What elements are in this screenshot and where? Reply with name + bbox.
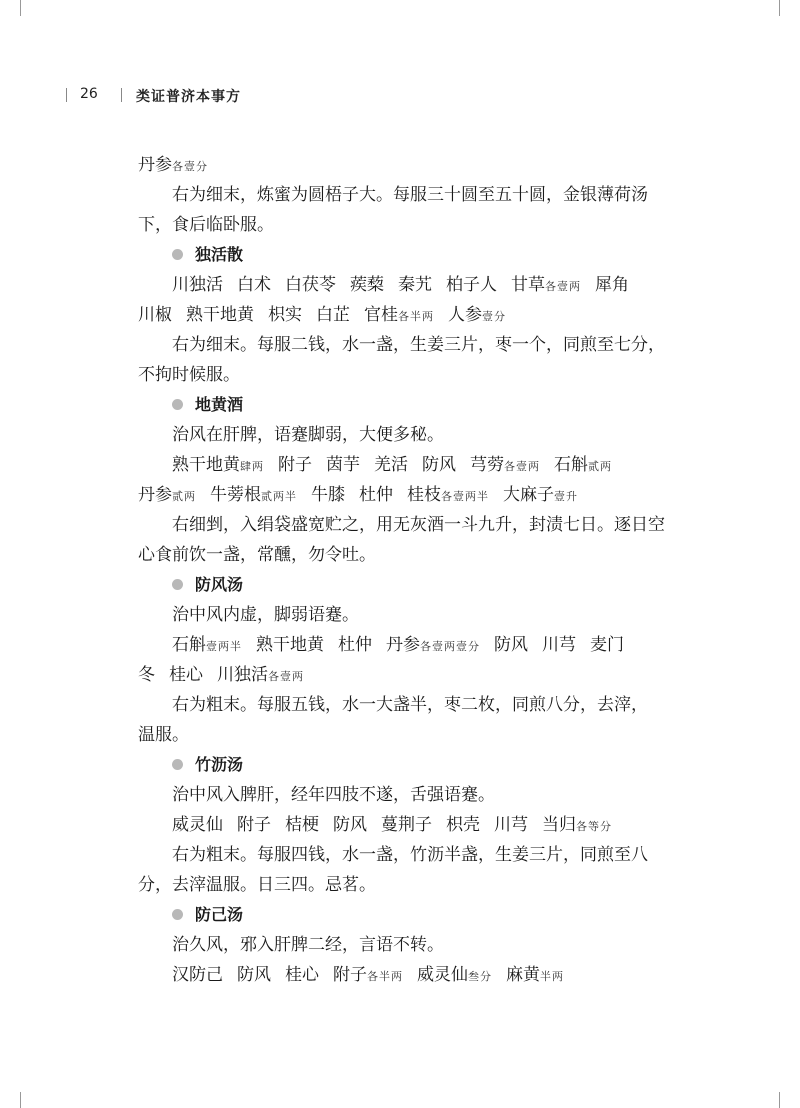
text-line: 右为粗末。每服五钱，水一大盏半，枣二枚，同煎八分，去滓， (172, 695, 648, 715)
book-title: 类证普济本事方 (136, 89, 241, 105)
herb: 威灵仙 (417, 965, 468, 985)
recipe-title: 竹沥汤 (195, 755, 244, 774)
bullet-icon (172, 909, 183, 920)
herb: 羌活 (374, 455, 408, 475)
bullet-icon (172, 399, 183, 410)
text-line: 心食前饮一盏，常醺，勿令吐。 (138, 545, 376, 565)
dosage: 各壹两半 (441, 490, 489, 503)
herb: 汉防己 (172, 965, 223, 985)
herb: 蒺蔾 (350, 275, 384, 295)
herb: 川独活 (217, 665, 268, 685)
text-line: 右为细末。每服二钱，水一盏，生姜三片，枣一个，同煎至七分， (172, 335, 665, 355)
herb: 犀角 (595, 275, 629, 295)
ingredient-line (138, 630, 662, 660)
text-line: 治久风，邪入肝脾二经，言语不转。 (172, 935, 444, 955)
herb: 杜仲 (338, 635, 372, 655)
herb: 枳实 (268, 305, 302, 325)
herb: 熟干地黄 (256, 635, 324, 655)
dosage: 各壹两 (504, 460, 540, 473)
dosage: 半两 (540, 970, 564, 983)
recipe-title: 独活散 (195, 245, 244, 264)
herb: 白术 (237, 275, 271, 295)
ingredient-line (138, 300, 662, 330)
ingredient-line (138, 150, 662, 180)
page-body (138, 150, 665, 990)
crop-mark (779, 0, 780, 16)
dosage: 贰两 (172, 490, 196, 503)
herb: 威灵仙 (172, 815, 223, 835)
herb: 附子 (237, 815, 271, 835)
dosage: 各等分 (576, 820, 612, 833)
text-line: 不拘时候服。 (138, 365, 240, 385)
herb: 附子 (278, 455, 312, 475)
text-line: 治中风入脾肝，经年四肢不遂，舌强语蹇。 (172, 785, 495, 805)
herb: 白芷 (316, 305, 350, 325)
dosage: 各半两 (398, 310, 434, 323)
herb: 丹参 (386, 635, 420, 655)
recipe-heading (138, 750, 662, 780)
page-number: 26 (80, 86, 98, 102)
herb: 茵芋 (326, 455, 360, 475)
ingredient-line (138, 450, 662, 480)
text-line: 治风在肝脾，语蹇脚弱，大便多秘。 (172, 425, 444, 445)
herb: 石斛 (172, 635, 206, 655)
herb: 桂枝 (407, 485, 441, 505)
ingredient-line (138, 480, 662, 510)
text-line: 右为细末，炼蜜为圆梧子大。每服三十圆至五十圆，金银薄荷汤 (172, 185, 648, 205)
recipe-heading (138, 390, 662, 420)
herb: 丹参 (138, 485, 172, 505)
text-line: 治中风内虚，脚弱语蹇。 (172, 605, 359, 625)
herb: 麻黄 (506, 965, 540, 985)
dosage: 肆两 (240, 460, 264, 473)
text-line: 下，食后临卧服。 (138, 215, 274, 235)
herb: 官桂 (364, 305, 398, 325)
text-line: 分，去滓温服。日三四。忌茗。 (138, 875, 376, 895)
herb: 大麻子 (503, 485, 554, 505)
dosage: 贰两 (588, 460, 612, 473)
herb: 防风 (333, 815, 367, 835)
herb: 熟干地黄 (186, 305, 254, 325)
header-rule (121, 88, 122, 102)
herb: 蔓荆子 (381, 815, 432, 835)
herb: 川独活 (172, 275, 223, 295)
herb: 人参 (448, 305, 482, 325)
ingredient-line (138, 960, 662, 990)
recipe-heading (138, 240, 662, 270)
dosage: 壹两半 (206, 640, 242, 653)
dosage: 各半两 (367, 970, 403, 983)
herb: 冬 (138, 665, 155, 685)
ingredient-line (138, 660, 662, 690)
dosage: 各壹分 (172, 160, 208, 173)
herb: 芎䓖 (470, 455, 504, 475)
dosage: 贰两半 (261, 490, 297, 503)
text-line: 右细剉，入绢袋盛宽贮之，用无灰酒一斗九升，封渍七日。逐日空 (172, 515, 665, 535)
crop-mark (20, 0, 21, 16)
bullet-icon (172, 249, 183, 260)
herb: 防风 (422, 455, 456, 475)
recipe-title: 防风汤 (195, 575, 244, 594)
ingredient-line (138, 270, 662, 300)
herb: 甘草 (511, 275, 545, 295)
herb: 秦艽 (398, 275, 432, 295)
dosage: 各壹两 (545, 280, 581, 293)
recipe-title: 防己汤 (195, 905, 244, 924)
herb: 川芎 (494, 815, 528, 835)
crop-mark (20, 1092, 21, 1108)
herb: 柏子人 (446, 275, 497, 295)
herb: 川芎 (542, 635, 576, 655)
herb: 桔梗 (285, 815, 319, 835)
bullet-icon (172, 759, 183, 770)
dosage: 叁分 (468, 970, 492, 983)
recipe-heading (138, 900, 662, 930)
herb: 丹参 (138, 155, 172, 175)
recipe-title: 地黄酒 (195, 395, 244, 414)
herb: 杜仲 (359, 485, 393, 505)
recipe-heading (138, 570, 662, 600)
herb: 川椒 (138, 305, 172, 325)
dosage: 壹升 (554, 490, 578, 503)
running-header (0, 84, 800, 108)
herb: 石斛 (554, 455, 588, 475)
herb: 桂心 (285, 965, 319, 985)
header-rule (66, 88, 67, 102)
herb: 牛蒡根 (210, 485, 261, 505)
herb: 当归 (542, 815, 576, 835)
herb: 白茯苓 (285, 275, 336, 295)
crop-mark (779, 1092, 780, 1108)
herb: 麦门 (590, 635, 624, 655)
herb: 桂心 (169, 665, 203, 685)
herb: 熟干地黄 (172, 455, 240, 475)
herb: 附子 (333, 965, 367, 985)
bullet-icon (172, 579, 183, 590)
dosage: 壹分 (482, 310, 506, 323)
herb: 防风 (494, 635, 528, 655)
ingredient-line (138, 810, 662, 840)
text-line: 右为粗末。每服四钱，水一盏，竹沥半盏，生姜三片，同煎至八 (172, 845, 648, 865)
text-line: 温服。 (138, 725, 189, 745)
herb: 枳壳 (446, 815, 480, 835)
herb: 牛膝 (311, 485, 345, 505)
dosage: 各壹两壹分 (420, 640, 480, 653)
herb: 防风 (237, 965, 271, 985)
dosage: 各壹两 (268, 670, 304, 683)
